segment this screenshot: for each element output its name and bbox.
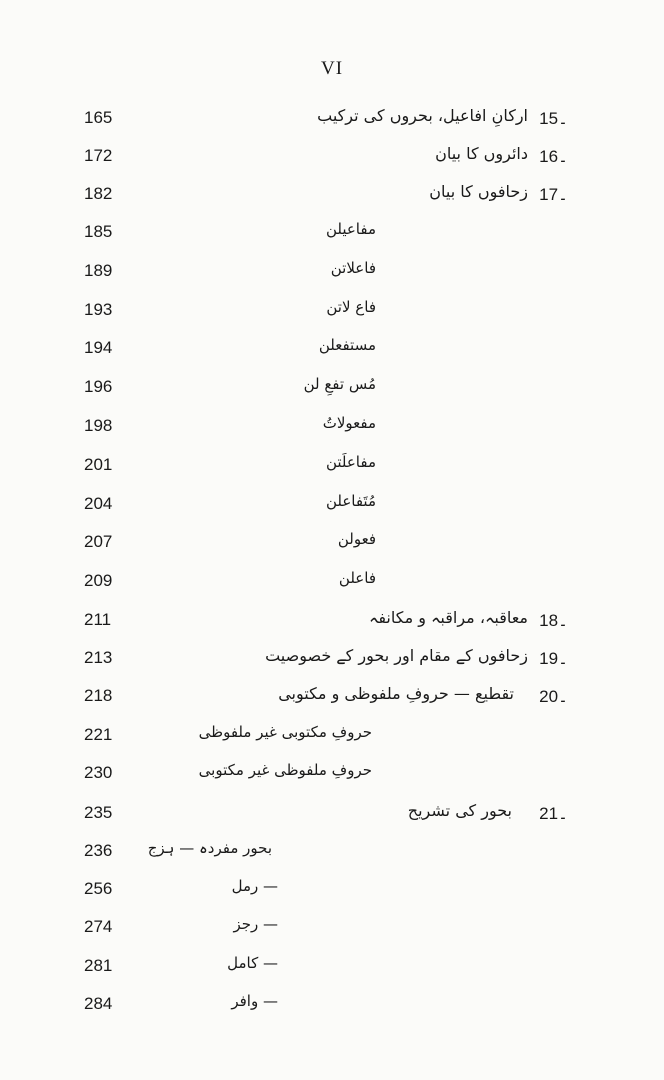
entry-page: 201 bbox=[84, 455, 113, 474]
entry-page: 218 bbox=[84, 686, 113, 705]
entry-number: 18۔ bbox=[539, 611, 568, 630]
entry-page: 213 bbox=[84, 648, 113, 667]
toc-subentry bbox=[0, 216, 664, 254]
entry-title: تقطیع — حروفِ ملفوظی و مکتوبی bbox=[278, 684, 514, 703]
entry-number: 21۔ bbox=[539, 804, 568, 823]
entry-page: 236 bbox=[84, 841, 113, 860]
entry-title: — کامل bbox=[227, 954, 278, 972]
toc-subentry bbox=[0, 488, 664, 526]
toc-subentry bbox=[0, 911, 664, 949]
toc-subentry bbox=[0, 835, 664, 873]
entry-title: بحور کی تشریح bbox=[407, 801, 512, 820]
entry-title: فاعلاتن bbox=[330, 259, 376, 277]
entry-page: 196 bbox=[84, 377, 113, 396]
entry-title: مفاعلَتن bbox=[325, 453, 376, 471]
entry-page: 274 bbox=[84, 917, 113, 936]
toc-entry bbox=[0, 797, 664, 835]
toc-entry bbox=[0, 642, 664, 680]
entry-page: 211 bbox=[84, 610, 112, 629]
toc-subentry bbox=[0, 410, 664, 448]
toc-subentry bbox=[0, 565, 664, 603]
entry-page: 182 bbox=[84, 184, 113, 203]
toc-subentry bbox=[0, 719, 664, 757]
page-number: VI bbox=[320, 58, 344, 79]
toc-entry bbox=[0, 140, 664, 178]
entry-number: 15۔ bbox=[539, 109, 568, 128]
entry-number: 19۔ bbox=[539, 649, 568, 668]
entry-title: فاعلن bbox=[338, 569, 376, 587]
entry-title: زحافوں کے مقام اور بحور کے خصوصیت bbox=[265, 646, 528, 665]
entry-title: — رجز bbox=[233, 915, 278, 933]
entry-page: 230 bbox=[84, 763, 113, 782]
entry-page: 194 bbox=[84, 338, 113, 357]
toc-subentry bbox=[0, 526, 664, 564]
toc-subentry bbox=[0, 332, 664, 370]
toc-subentry bbox=[0, 371, 664, 409]
toc-subentry bbox=[0, 255, 664, 293]
toc-subentry bbox=[0, 294, 664, 332]
entry-number: 17۔ bbox=[539, 185, 568, 204]
toc-subentry bbox=[0, 449, 664, 487]
toc-subentry bbox=[0, 988, 664, 1026]
entry-title: مفعولاتُ bbox=[322, 414, 376, 432]
entry-page: 235 bbox=[84, 803, 113, 822]
entry-title: دائروں کا بیان bbox=[435, 144, 528, 163]
toc-subentry bbox=[0, 757, 664, 795]
entry-page: 172 bbox=[84, 146, 113, 165]
entry-number: 16۔ bbox=[539, 147, 568, 166]
entry-title: — وافر bbox=[231, 992, 278, 1010]
entry-title: — رمل bbox=[231, 877, 278, 895]
entry-page: 204 bbox=[84, 494, 113, 513]
entry-page: 284 bbox=[84, 994, 113, 1013]
toc-entry bbox=[0, 680, 664, 718]
entry-title: مُتَفاعلن bbox=[325, 492, 376, 510]
entry-title: بحور مفردہ — ہزج bbox=[147, 839, 272, 857]
entry-title: فاع لاتن bbox=[326, 298, 376, 316]
entry-title: ارکانِ افاعیل، بحروں کی ترکیب bbox=[317, 106, 528, 125]
entry-title: مفاعیلن bbox=[325, 220, 376, 238]
entry-page: 221 bbox=[84, 725, 113, 744]
entry-title: مُس تفعِ لن bbox=[303, 375, 376, 393]
entry-number: 20۔ bbox=[539, 687, 568, 706]
entry-title: معاقبہ، مراقبہ و مکانفہ bbox=[368, 608, 528, 627]
entry-page: 256 bbox=[84, 879, 113, 898]
toc-entry bbox=[0, 604, 664, 642]
entry-page: 209 bbox=[84, 571, 113, 590]
entry-page: 193 bbox=[84, 300, 113, 319]
entry-page: 207 bbox=[84, 532, 113, 551]
entry-page: 189 bbox=[84, 261, 113, 280]
entry-page: 281 bbox=[84, 956, 113, 975]
toc-subentry bbox=[0, 950, 664, 988]
entry-page: 165 bbox=[84, 108, 113, 127]
entry-page: 185 bbox=[84, 222, 113, 241]
toc-subentry bbox=[0, 873, 664, 911]
entry-title: مستفعلن bbox=[318, 336, 376, 354]
entry-page: 198 bbox=[84, 416, 113, 435]
toc-entry bbox=[0, 178, 664, 216]
entry-title: حروفِ مکتوبی غیر ملفوظی bbox=[198, 723, 372, 741]
entry-title: فعولن bbox=[337, 530, 376, 548]
entry-title: حروفِ ملفوظی غیر مکتوبی bbox=[198, 761, 372, 779]
entry-title: زحافوں کا بیان bbox=[429, 182, 528, 201]
toc-entry bbox=[0, 102, 664, 140]
